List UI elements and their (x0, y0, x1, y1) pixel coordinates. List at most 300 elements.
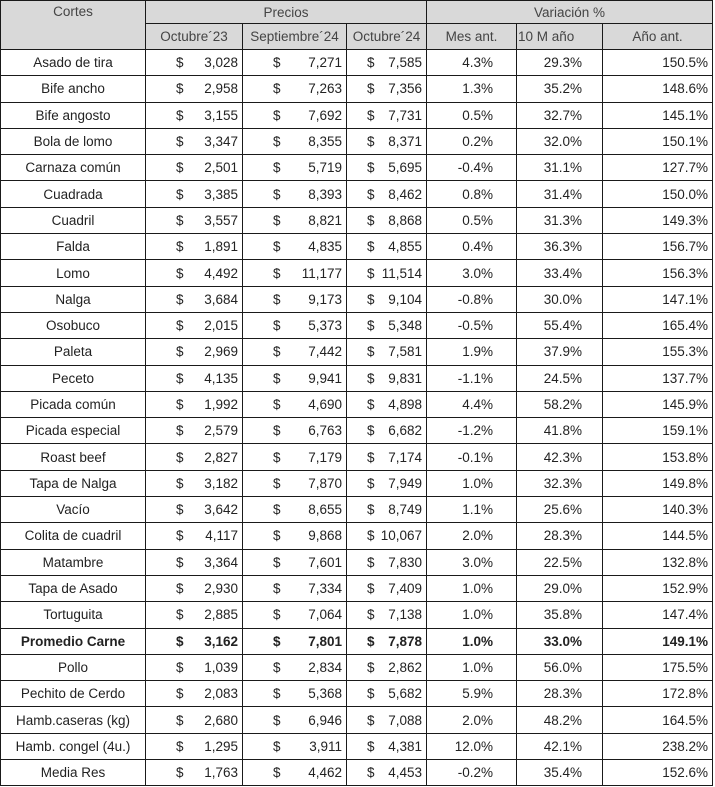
cut-name: Pechito de Cerdo (1, 681, 146, 707)
price-octubre-23 (146, 260, 243, 286)
price-octubre-24 (347, 155, 427, 181)
price-octubre-23 (146, 733, 243, 759)
cut-name: Hamb.caseras (kg) (1, 707, 146, 733)
header-10m-anio: 10 M año (517, 24, 603, 50)
variation-anio-ant: 153.8% (603, 444, 713, 470)
price-value: 9,104 (388, 291, 423, 307)
price-value: 7,731 (388, 107, 423, 123)
variation-10m-anio: 28.3% (517, 681, 603, 707)
currency-symbol: $ (176, 475, 184, 491)
variation-mes-ant: 2.0% (427, 523, 517, 549)
price-septiembre-24 (243, 470, 347, 496)
currency-symbol: $ (367, 502, 375, 518)
cut-name: Vacío (1, 497, 146, 523)
variation-10m-anio: 31.4% (517, 181, 603, 207)
price-value: 3,347 (204, 134, 238, 150)
price-septiembre-24 (243, 523, 347, 549)
currency-symbol: $ (273, 659, 281, 675)
price-octubre-24 (347, 654, 427, 680)
currency-symbol: $ (273, 423, 281, 439)
variation-anio-ant: 152.6% (603, 760, 713, 786)
variation-10m-anio: 41.8% (517, 418, 603, 444)
currency-symbol: $ (273, 397, 281, 412)
price-value: 4,835 (308, 239, 342, 255)
currency-symbol: $ (273, 186, 281, 202)
price-value: 8,749 (388, 502, 423, 518)
currency-symbol: $ (367, 607, 375, 623)
price-octubre-24 (347, 549, 427, 575)
table-row (1, 102, 713, 128)
cut-name: Paleta (1, 339, 146, 365)
variation-mes-ant: 1.3% (427, 76, 517, 102)
price-septiembre-24 (243, 733, 347, 759)
price-value: 7,064 (308, 607, 342, 623)
price-value: 5,373 (308, 318, 342, 334)
variation-10m-anio: 24.5% (517, 365, 603, 391)
currency-symbol: $ (176, 370, 184, 386)
cut-name: Tapa de Asado (1, 575, 146, 601)
variation-mes-ant: 0.2% (427, 128, 517, 154)
price-value: 4,381 (388, 738, 423, 754)
currency-symbol: $ (176, 239, 184, 255)
variation-mes-ant: -0.4% (427, 155, 517, 181)
price-value: 8,655 (308, 502, 342, 518)
price-value: 5,695 (388, 160, 423, 176)
variation-10m-anio: 30.0% (517, 286, 603, 312)
cut-name: Promedio Carne (1, 628, 146, 654)
price-septiembre-24 (243, 681, 347, 707)
price-value: 4,855 (388, 239, 423, 255)
price-value: 7,601 (308, 554, 342, 570)
price-value: 8,821 (308, 212, 342, 228)
currency-symbol: $ (176, 554, 184, 570)
price-octubre-23 (146, 286, 243, 312)
variation-10m-anio: 37.9% (517, 339, 603, 365)
price-septiembre-24 (243, 575, 347, 601)
currency-symbol: $ (176, 502, 184, 518)
currency-symbol: $ (273, 318, 281, 334)
variation-mes-ant: 1.1% (427, 497, 517, 523)
currency-symbol: $ (273, 55, 281, 71)
variation-mes-ant: -0.8% (427, 286, 517, 312)
price-value: 5,368 (308, 686, 342, 702)
price-value: 3,028 (204, 55, 238, 71)
currency-symbol: $ (367, 397, 375, 412)
price-septiembre-24 (243, 707, 347, 733)
price-septiembre-24 (243, 207, 347, 233)
currency-symbol: $ (273, 765, 281, 781)
price-value: 5,348 (388, 318, 423, 334)
table-body (1, 50, 713, 786)
price-value: 11,514 (381, 265, 423, 281)
variation-mes-ant: 1.0% (427, 602, 517, 628)
price-octubre-24 (347, 234, 427, 260)
price-value: 4,135 (204, 370, 238, 386)
price-octubre-24 (347, 523, 427, 549)
currency-symbol: $ (176, 291, 184, 307)
currency-symbol: $ (273, 291, 281, 307)
currency-symbol: $ (176, 607, 184, 623)
variation-mes-ant: 0.5% (427, 207, 517, 233)
price-septiembre-24 (243, 155, 347, 181)
currency-symbol: $ (273, 554, 281, 570)
price-octubre-24 (347, 470, 427, 496)
variation-10m-anio: 35.4% (517, 760, 603, 786)
price-octubre-24 (347, 602, 427, 628)
table-row (1, 76, 713, 102)
variation-anio-ant: 132.8% (603, 549, 713, 575)
currency-symbol: $ (176, 107, 184, 123)
cut-name: Picada común (1, 391, 146, 417)
price-septiembre-24 (243, 628, 347, 654)
variation-anio-ant: 147.4% (603, 602, 713, 628)
price-octubre-24 (347, 760, 427, 786)
variation-anio-ant: 150.0% (603, 181, 713, 207)
variation-mes-ant: 3.0% (427, 549, 517, 575)
price-value: 4,898 (388, 397, 423, 412)
price-octubre-23 (146, 234, 243, 260)
price-value: 7,830 (388, 554, 423, 570)
currency-symbol: $ (176, 686, 184, 702)
cut-name: Bola de lomo (1, 128, 146, 154)
header-cortes: Cortes (1, 1, 146, 50)
currency-symbol: $ (176, 265, 184, 281)
currency-symbol: $ (367, 423, 375, 439)
price-septiembre-24 (243, 181, 347, 207)
variation-anio-ant: 149.1% (603, 628, 713, 654)
currency-symbol: $ (176, 449, 184, 465)
variation-10m-anio: 35.8% (517, 602, 603, 628)
cut-name: Carnaza común (1, 155, 146, 181)
price-octubre-24 (347, 681, 427, 707)
table-row (1, 681, 713, 707)
currency-symbol: $ (367, 554, 375, 570)
price-value: 5,719 (308, 160, 342, 176)
currency-symbol: $ (367, 528, 375, 544)
variation-mes-ant: 12.0% (427, 733, 517, 759)
variation-10m-anio: 35.2% (517, 76, 603, 102)
price-octubre-24 (347, 207, 427, 233)
variation-anio-ant: 165.4% (603, 312, 713, 338)
cut-name: Roast beef (1, 444, 146, 470)
table-row (1, 628, 713, 654)
price-octubre-23 (146, 444, 243, 470)
cut-name: Colita de cuadril (1, 523, 146, 549)
currency-symbol: $ (176, 134, 184, 150)
cut-name: Cuadrada (1, 181, 146, 207)
header-octubre-23: Octubre´23 (146, 24, 243, 50)
currency-symbol: $ (367, 212, 375, 228)
price-value: 2,862 (388, 659, 423, 675)
variation-10m-anio: 28.3% (517, 523, 603, 549)
price-septiembre-24 (243, 260, 347, 286)
cut-name: Osobuco (1, 312, 146, 338)
variation-mes-ant: 0.4% (427, 234, 517, 260)
variation-mes-ant: -1.1% (427, 365, 517, 391)
price-value: 1,763 (204, 765, 238, 781)
price-value: 9,941 (308, 370, 342, 386)
currency-symbol: $ (367, 134, 375, 150)
cut-name: Cuadril (1, 207, 146, 233)
variation-anio-ant: 144.5% (603, 523, 713, 549)
variation-mes-ant: 1.0% (427, 470, 517, 496)
currency-symbol: $ (367, 344, 375, 360)
price-octubre-23 (146, 602, 243, 628)
table-row (1, 497, 713, 523)
currency-symbol: $ (273, 633, 281, 649)
variation-10m-anio: 22.5% (517, 549, 603, 575)
price-value: 6,946 (308, 712, 342, 728)
price-octubre-23 (146, 339, 243, 365)
price-value: 7,692 (308, 107, 342, 123)
currency-symbol: $ (367, 712, 375, 728)
price-value: 4,453 (388, 765, 423, 781)
price-value: 7,263 (308, 81, 342, 97)
currency-symbol: $ (273, 134, 281, 150)
variation-anio-ant: 159.1% (603, 418, 713, 444)
price-value: 2,834 (308, 659, 342, 675)
table-row (1, 418, 713, 444)
price-octubre-24 (347, 497, 427, 523)
price-value: 7,878 (388, 633, 423, 649)
variation-anio-ant: 140.3% (603, 497, 713, 523)
currency-symbol: $ (273, 738, 281, 754)
table-row (1, 50, 713, 76)
price-septiembre-24 (243, 312, 347, 338)
currency-symbol: $ (367, 265, 375, 281)
price-value: 9,173 (308, 291, 342, 307)
price-octubre-24 (347, 733, 427, 759)
table-row (1, 286, 713, 312)
price-octubre-24 (347, 418, 427, 444)
currency-symbol: $ (367, 160, 375, 176)
variation-10m-anio: 42.3% (517, 444, 603, 470)
price-value: 5,682 (388, 686, 423, 702)
price-septiembre-24 (243, 128, 347, 154)
table-row (1, 339, 713, 365)
variation-anio-ant: 148.6% (603, 76, 713, 102)
price-value: 3,385 (204, 186, 238, 202)
price-octubre-23 (146, 549, 243, 575)
variation-anio-ant: 156.7% (603, 234, 713, 260)
variation-10m-anio: 36.3% (517, 234, 603, 260)
variation-mes-ant: 0.8% (427, 181, 517, 207)
currency-symbol: $ (176, 528, 184, 544)
table-row (1, 602, 713, 628)
currency-symbol: $ (273, 212, 281, 228)
price-octubre-23 (146, 50, 243, 76)
price-value: 2,827 (204, 449, 238, 465)
price-value: 4,462 (308, 765, 342, 781)
currency-symbol: $ (273, 686, 281, 702)
price-value: 2,969 (204, 344, 238, 360)
variation-10m-anio: 31.3% (517, 207, 603, 233)
table-row (1, 760, 713, 786)
cut-name: Matambre (1, 549, 146, 575)
table-row (1, 155, 713, 181)
variation-10m-anio: 32.3% (517, 470, 603, 496)
header-octubre-24: Octubre´24 (347, 24, 427, 50)
price-value: 6,763 (308, 423, 342, 439)
currency-symbol: $ (273, 607, 281, 623)
variation-mes-ant: 0.5% (427, 102, 517, 128)
price-octubre-24 (347, 128, 427, 154)
price-octubre-24 (347, 50, 427, 76)
table-row (1, 391, 713, 417)
price-value: 9,831 (388, 370, 423, 386)
price-octubre-24 (347, 102, 427, 128)
price-octubre-24 (347, 286, 427, 312)
currency-symbol: $ (273, 449, 281, 465)
variation-anio-ant: 145.9% (603, 391, 713, 417)
currency-symbol: $ (273, 81, 281, 97)
price-octubre-24 (347, 365, 427, 391)
price-septiembre-24 (243, 102, 347, 128)
variation-anio-ant: 152.9% (603, 575, 713, 601)
price-octubre-24 (347, 707, 427, 733)
price-value: 8,393 (308, 186, 342, 202)
currency-symbol: $ (273, 475, 281, 491)
variation-10m-anio: 42.1% (517, 733, 603, 759)
table-row (1, 523, 713, 549)
price-octubre-24 (347, 76, 427, 102)
currency-symbol: $ (176, 160, 184, 176)
variation-mes-ant: 1.0% (427, 575, 517, 601)
cut-name: Asado de tira (1, 50, 146, 76)
price-septiembre-24 (243, 654, 347, 680)
price-octubre-23 (146, 155, 243, 181)
price-octubre-23 (146, 391, 243, 417)
table-row (1, 181, 713, 207)
variation-anio-ant: 150.1% (603, 128, 713, 154)
currency-symbol: $ (367, 239, 375, 255)
price-octubre-23 (146, 497, 243, 523)
price-octubre-24 (347, 181, 427, 207)
currency-symbol: $ (367, 765, 375, 781)
currency-symbol: $ (176, 633, 184, 649)
currency-symbol: $ (367, 738, 375, 754)
currency-symbol: $ (273, 344, 281, 360)
price-value: 7,271 (308, 55, 342, 71)
variation-anio-ant: 145.1% (603, 102, 713, 128)
price-value: 1,039 (204, 659, 238, 675)
variation-mes-ant: 1.9% (427, 339, 517, 365)
cut-name: Nalga (1, 286, 146, 312)
table-row (1, 260, 713, 286)
table-row (1, 312, 713, 338)
price-septiembre-24 (243, 760, 347, 786)
table-row (1, 470, 713, 496)
currency-symbol: $ (273, 712, 281, 728)
variation-10m-anio: 29.0% (517, 575, 603, 601)
price-octubre-23 (146, 207, 243, 233)
price-value: 7,088 (388, 712, 423, 728)
header-precios: Precios (146, 1, 427, 24)
price-value: 8,355 (308, 134, 342, 150)
header-mes-ant: Mes ant. (427, 24, 517, 50)
variation-mes-ant: 5.9% (427, 681, 517, 707)
currency-symbol: $ (273, 160, 281, 176)
cut-name: Bife ancho (1, 76, 146, 102)
price-septiembre-24 (243, 50, 347, 76)
price-value: 7,801 (308, 633, 342, 649)
currency-symbol: $ (176, 659, 184, 675)
price-octubre-24 (347, 391, 427, 417)
price-octubre-23 (146, 470, 243, 496)
price-value: 3,642 (204, 502, 238, 518)
price-septiembre-24 (243, 602, 347, 628)
price-octubre-23 (146, 181, 243, 207)
price-value: 8,868 (388, 212, 423, 228)
cut-name: Picada especial (1, 418, 146, 444)
currency-symbol: $ (273, 107, 281, 123)
price-septiembre-24 (243, 418, 347, 444)
variation-10m-anio: 33.4% (517, 260, 603, 286)
price-octubre-23 (146, 707, 243, 733)
price-value: 2,501 (204, 160, 238, 176)
currency-symbol: $ (273, 239, 281, 255)
price-value: 9,868 (308, 528, 342, 544)
price-octubre-23 (146, 418, 243, 444)
variation-10m-anio: 55.4% (517, 312, 603, 338)
variation-10m-anio: 29.3% (517, 50, 603, 76)
table-row (1, 733, 713, 759)
price-value: 4,492 (204, 265, 238, 281)
cut-name: Media Res (1, 760, 146, 786)
variation-anio-ant: 147.1% (603, 286, 713, 312)
price-value: 1,992 (204, 397, 238, 412)
table-row (1, 549, 713, 575)
price-septiembre-24 (243, 286, 347, 312)
variation-mes-ant: -0.5% (427, 312, 517, 338)
price-septiembre-24 (243, 234, 347, 260)
currency-symbol: $ (367, 581, 375, 597)
price-value: 8,371 (388, 134, 423, 150)
price-value: 3,155 (204, 107, 238, 123)
variation-anio-ant: 150.5% (603, 50, 713, 76)
variation-anio-ant: 155.3% (603, 339, 713, 365)
currency-symbol: $ (367, 81, 375, 97)
price-value: 2,930 (204, 581, 238, 597)
cut-name: Tapa de Nalga (1, 470, 146, 496)
price-octubre-23 (146, 681, 243, 707)
variation-10m-anio: 58.2% (517, 391, 603, 417)
variation-mes-ant: 3.0% (427, 260, 517, 286)
currency-symbol: $ (176, 344, 184, 360)
price-octubre-23 (146, 760, 243, 786)
variation-mes-ant: 4.4% (427, 391, 517, 417)
currency-symbol: $ (367, 291, 375, 307)
variation-mes-ant: 1.0% (427, 654, 517, 680)
price-septiembre-24 (243, 339, 347, 365)
price-value: 3,911 (309, 738, 342, 754)
variation-10m-anio: 33.0% (517, 628, 603, 654)
currency-symbol: $ (273, 528, 281, 544)
price-octubre-23 (146, 312, 243, 338)
variation-anio-ant: 172.8% (603, 681, 713, 707)
variation-mes-ant: 4.3% (427, 50, 517, 76)
currency-symbol: $ (367, 686, 375, 702)
price-octubre-23 (146, 628, 243, 654)
variation-mes-ant: 1.0% (427, 628, 517, 654)
variation-mes-ant: -0.1% (427, 444, 517, 470)
currency-symbol: $ (367, 633, 375, 649)
table-row (1, 128, 713, 154)
price-value: 10,067 (380, 528, 423, 544)
variation-anio-ant: 127.7% (603, 155, 713, 181)
variation-10m-anio: 31.1% (517, 155, 603, 181)
currency-symbol: $ (176, 55, 184, 71)
